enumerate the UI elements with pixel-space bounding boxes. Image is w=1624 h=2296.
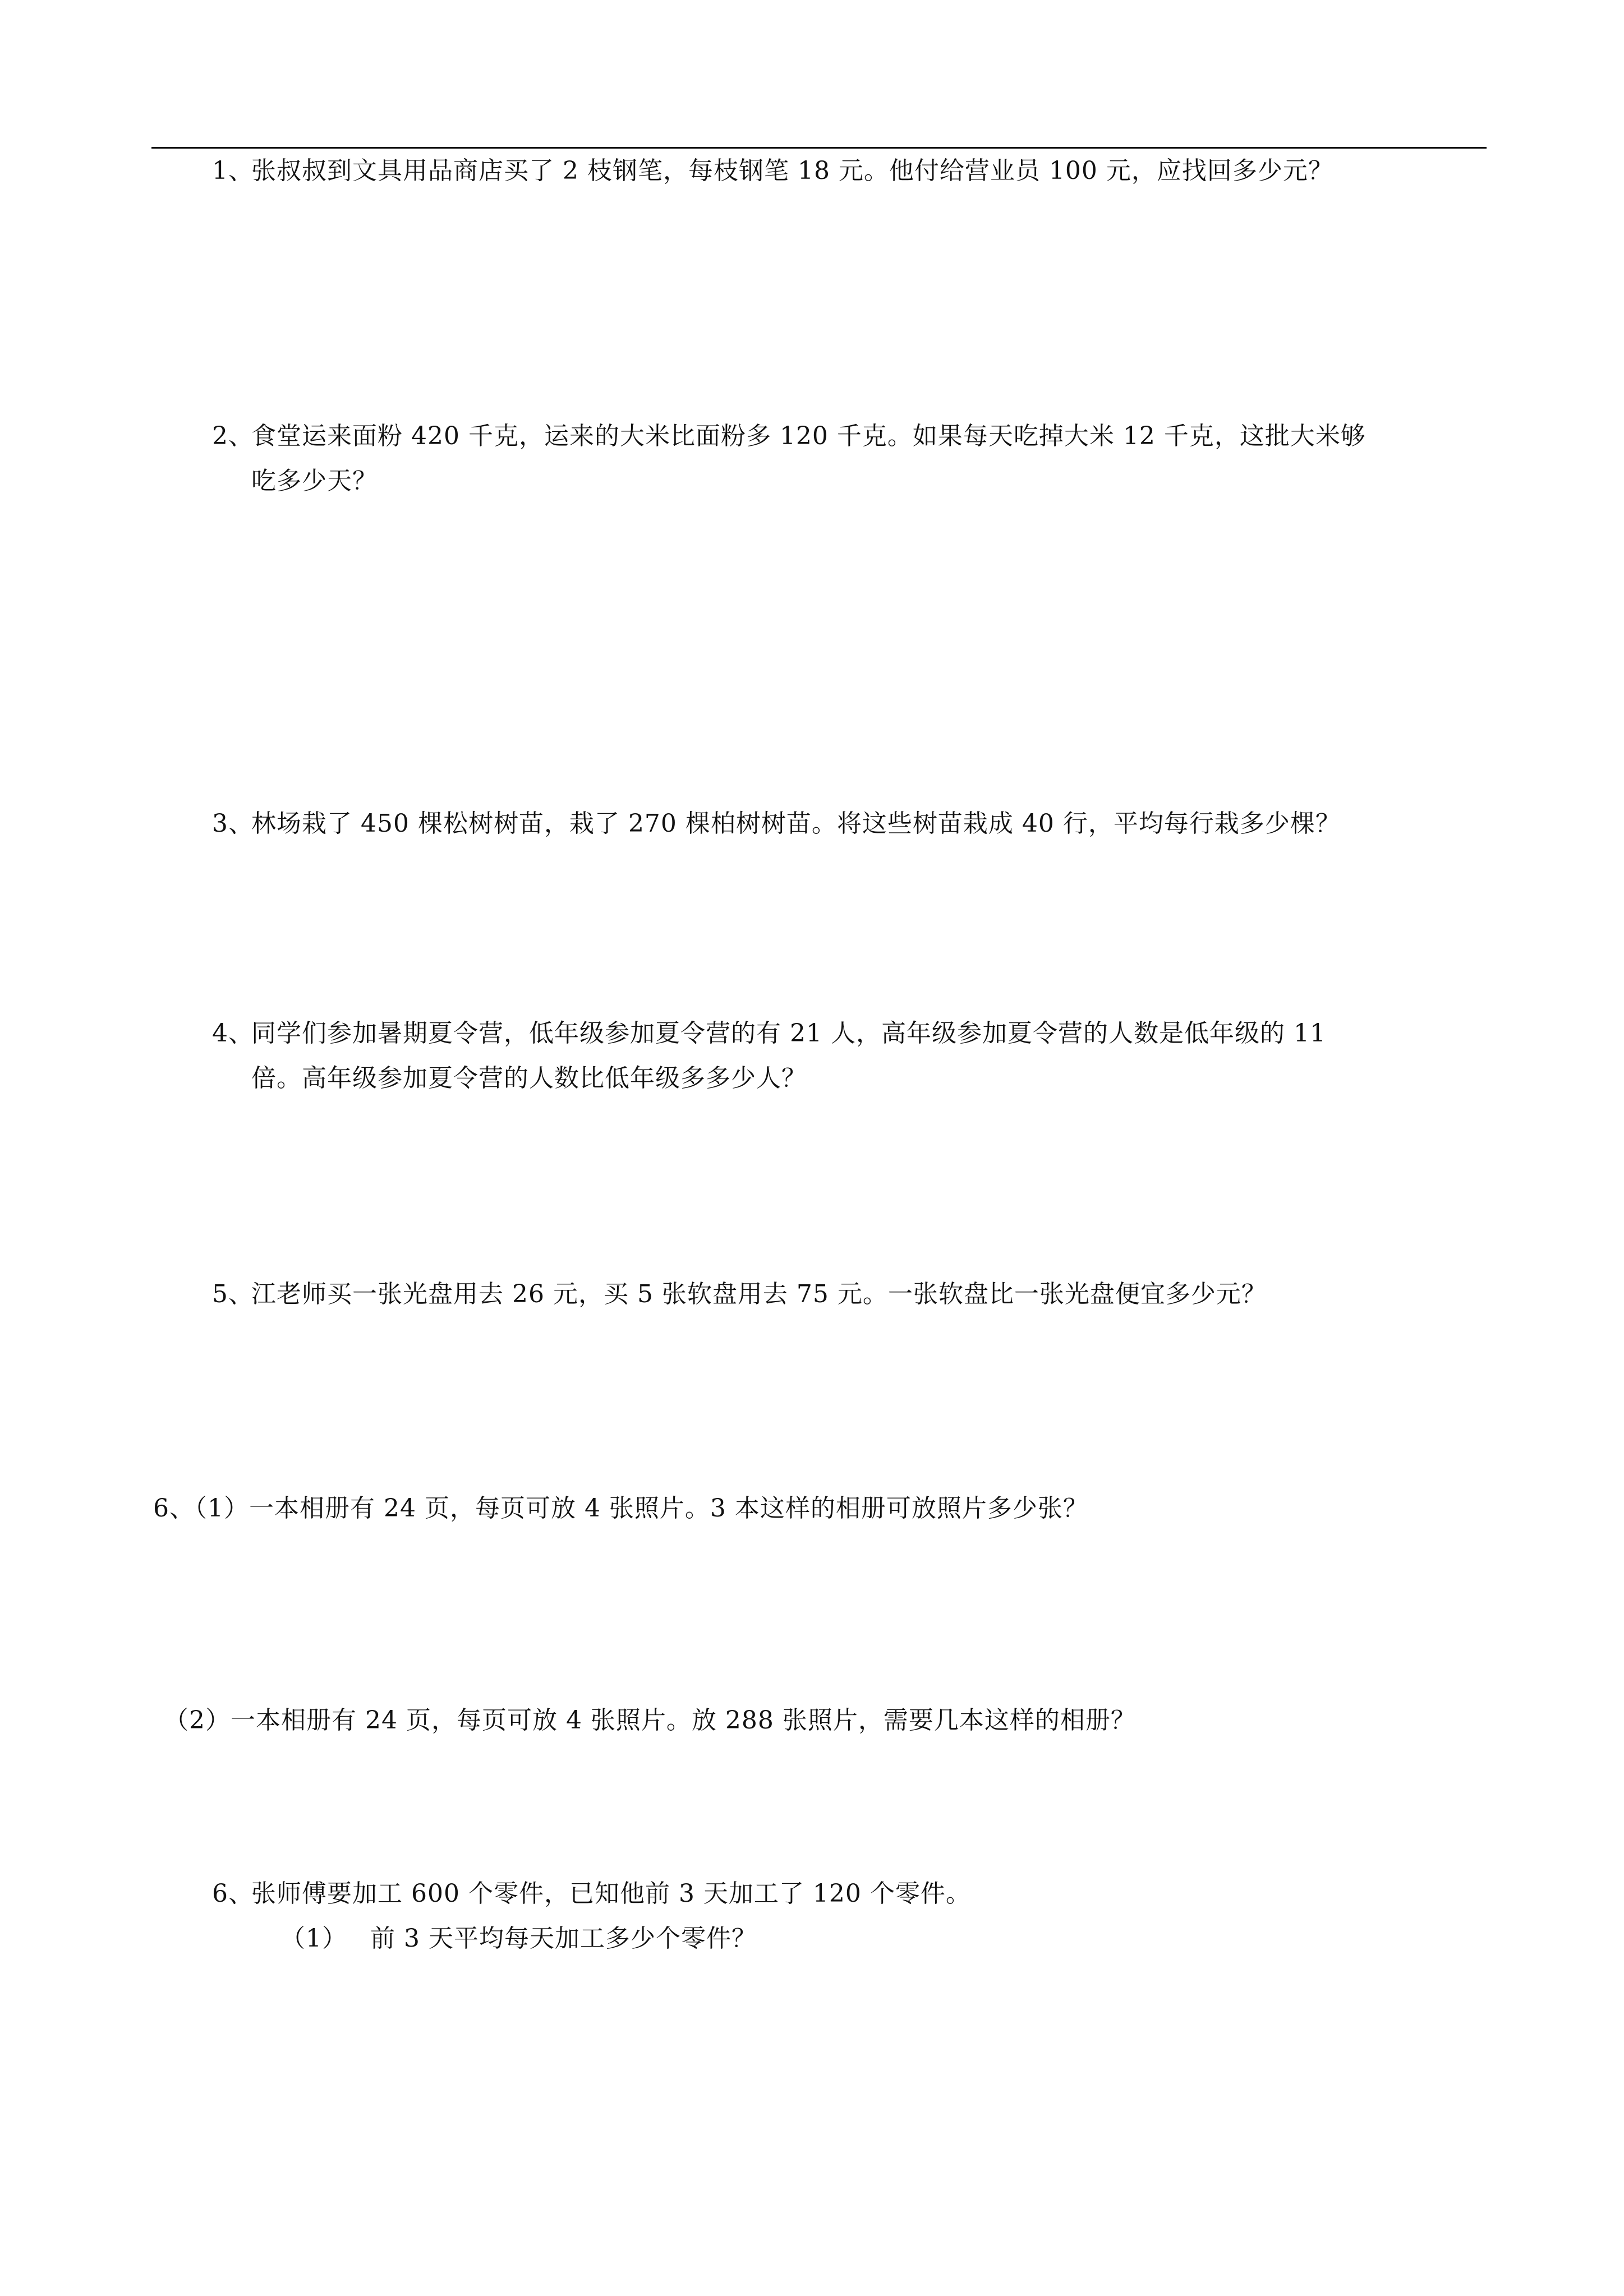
question-4-continuation [251, 1062, 807, 1095]
header-rule [151, 147, 1487, 149]
question-2-continuation [251, 464, 378, 498]
question-1 [212, 154, 1333, 188]
question-6-part-1-text: （1）一本相册有 24 页，每页可放 4 张照片。3 本这样的相册可放照片多少张？ [195, 1494, 1088, 1523]
question-2-text-line-2: 吃多少天？ [251, 467, 378, 495]
question-3-number: 3、 [212, 809, 254, 838]
question-6b-sub-1-text: 前 3 天平均每天加工多少个零件？ [370, 1924, 757, 1953]
question-5 [212, 1278, 1267, 1311]
question-4 [212, 1017, 1326, 1050]
question-6-part-2-text: （2）一本相册有 24 页，每页可放 4 张照片。放 288 张照片，需要几本这样的相册？ [164, 1706, 1136, 1735]
question-6-part-1 [153, 1492, 1088, 1525]
question-6b-sub-1 [280, 1922, 757, 1956]
question-2-text-line-1: 食堂运来面粉 420 千克，运来的大米比面粉多 120 千克。如果每天吃掉大米 12 千克，这批大米够 [251, 422, 1366, 450]
question-6b-number: 6、 [212, 1879, 254, 1908]
question-1-text: 张叔叔到文具用品商店买了 2 枝钢笔，每枝钢笔 18 元。他付给营业员 100 元，应找回多少元？ [251, 156, 1333, 185]
question-3-text: 林场栽了 450 棵松树树苗，栽了 270 棵柏树树苗。将这些树苗栽成 40 行，平均每行栽多少棵？ [251, 809, 1341, 838]
question-2-number: 2、 [212, 422, 254, 450]
question-4-number: 4、 [212, 1019, 254, 1048]
question-6b [212, 1877, 971, 1911]
question-4-text-line-2: 倍。高年级参加夏令营的人数比低年级多多少人？ [251, 1064, 807, 1092]
question-6-part-2 [164, 1704, 1136, 1737]
question-5-text: 江老师买一张光盘用去 26 元，买 5 张软盘用去 75 元。一张软盘比一张光盘便宜多少元？ [251, 1280, 1267, 1308]
question-4-text-line-1: 同学们参加暑期夏令营，低年级参加夏令营的有 21 人，高年级参加夏令营的人数是低年级的 11 [251, 1019, 1326, 1048]
question-1-number: 1、 [212, 156, 254, 185]
question-6b-text: 张师傅要加工 600 个零件，已知他前 3 天加工了 120 个零件。 [251, 1879, 971, 1908]
question-3 [212, 807, 1341, 841]
question-5-number: 5、 [212, 1280, 254, 1308]
question-6b-sub-1-number: （1） [280, 1924, 347, 1953]
question-2 [212, 419, 1366, 453]
question-6-number: 6、 [153, 1494, 195, 1523]
